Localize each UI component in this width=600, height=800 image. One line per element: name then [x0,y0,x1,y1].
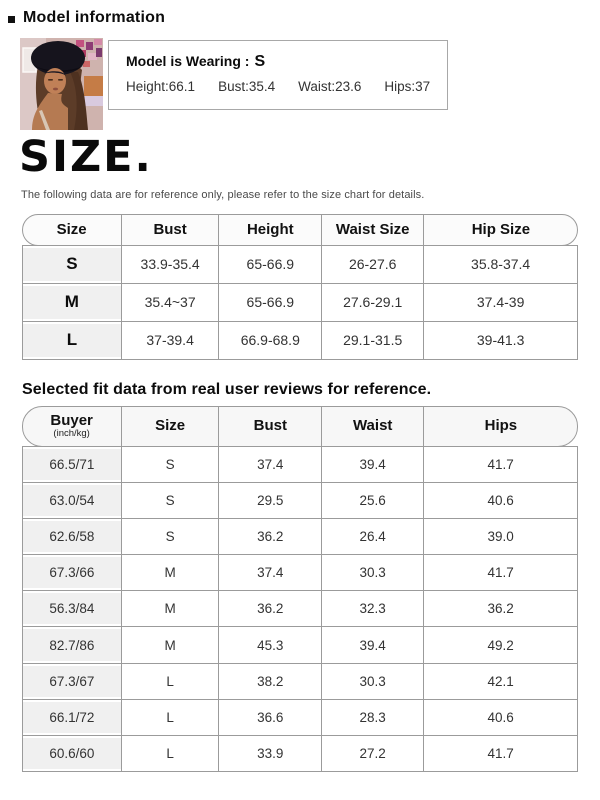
table-cell: L [121,699,219,735]
model-photo-image [20,38,103,130]
buyer-cell: 67.3/67 [23,663,122,699]
table-row [23,555,578,591]
size-label-cell: S [23,245,122,283]
table-cell: 29.1-31.5 [322,321,424,359]
table-cell: 30.3 [322,555,424,591]
table-cell: 28.3 [322,699,424,735]
wearing-label: Model is Wearing : [126,53,250,69]
table-cell: 25.6 [322,482,424,518]
column-header-buyer [23,406,122,446]
buyer-cell: 63.0/54 [23,482,122,518]
table-cell: 39.4 [322,446,424,482]
model-stat-hips: Hips:37 [384,79,431,94]
table-cell: 41.7 [424,446,578,482]
table-cell: 35.4~37 [121,283,219,321]
table-cell: 32.3 [322,591,424,627]
table-cell: 42.1 [424,663,578,699]
table-cell: 38.2 [219,663,322,699]
model-stat-height: Height:66.1 [126,79,196,94]
model-wearing-line [126,53,430,71]
buyer-unit-label: (inch/kg) [53,427,90,439]
size-chart-table [22,214,578,360]
table-cell: M [121,627,219,663]
size-heading: SIZE. [19,132,153,182]
table-row [23,321,578,359]
fit-data-heading: Selected fit data from real user reviews for reference. [22,381,432,398]
table-cell: M [121,591,219,627]
column-header: Height [219,214,322,245]
model-stats [126,79,430,94]
buyer-cell: 60.6/60 [23,736,122,772]
table-row [23,283,578,321]
table-cell: 26.4 [322,518,424,554]
table-row [23,518,578,554]
table-cell: 33.9-35.4 [121,245,219,283]
table-cell: 40.6 [424,699,578,735]
wearing-size-value: S [254,53,266,70]
table-cell: 29.5 [219,482,322,518]
column-header: Hips [424,406,578,446]
table-cell: 40.6 [424,482,578,518]
table-cell: 33.9 [219,736,322,772]
table-cell: 39-41.3 [424,321,578,359]
size-note: The following data are for reference only, please refer to the size chart for details. [21,189,425,201]
table-cell: S [121,446,219,482]
column-header: Bust [121,214,219,245]
table-cell: S [121,482,219,518]
square-bullet-icon [8,16,15,23]
table-cell: 49.2 [424,627,578,663]
table-cell: 37-39.4 [121,321,219,359]
model-info-title: Model information [23,9,166,26]
buyer-cell: 66.5/71 [23,446,122,482]
fit-data-header-row [23,406,578,446]
table-cell: 39.4 [322,627,424,663]
table-cell: 27.6-29.1 [322,283,424,321]
buyer-cell: 66.1/72 [23,699,122,735]
table-cell: 66.9-68.9 [219,321,322,359]
table-cell: 35.8-37.4 [424,245,578,283]
table-row [23,591,578,627]
model-stat-waist: Waist:23.6 [298,79,362,94]
table-row [23,245,578,283]
table-cell: 36.2 [219,518,322,554]
column-header: Waist [322,406,424,446]
table-row [23,482,578,518]
table-row [23,627,578,663]
buyer-label: Buyer [50,411,93,429]
table-cell: L [121,736,219,772]
table-cell: 65-66.9 [219,283,322,321]
table-cell: 27.2 [322,736,424,772]
table-cell: 45.3 [219,627,322,663]
model-wearing-box [108,40,448,110]
table-cell: 37.4 [219,555,322,591]
table-cell: 30.3 [322,663,424,699]
table-cell: 36.6 [219,699,322,735]
table-cell: 39.0 [424,518,578,554]
table-cell: 41.7 [424,555,578,591]
buyer-cell: 56.3/84 [23,591,122,627]
table-cell: 36.2 [219,591,322,627]
buyer-cell: 67.3/66 [23,555,122,591]
model-photo [20,38,103,130]
model-info-header [8,9,165,27]
column-header: Bust [219,406,322,446]
table-cell: 26-27.6 [322,245,424,283]
size-label-cell: L [23,321,122,359]
table-cell: 41.7 [424,736,578,772]
fit-data-table [22,406,578,772]
table-cell: 65-66.9 [219,245,322,283]
buyer-cell: 62.6/58 [23,518,122,554]
table-row [23,736,578,772]
table-cell: 37.4 [219,446,322,482]
column-header: Size [56,220,87,238]
column-header: Size [121,406,219,446]
size-label-cell: M [23,283,122,321]
table-row [23,663,578,699]
column-header: Hip Size [424,214,578,245]
table-cell: 36.2 [424,591,578,627]
table-row [23,446,578,482]
table-row [23,699,578,735]
table-cell: S [121,518,219,554]
size-chart-header-row [23,214,578,245]
table-cell: 37.4-39 [424,283,578,321]
table-cell: M [121,555,219,591]
table-cell: L [121,663,219,699]
buyer-cell: 82.7/86 [23,627,122,663]
model-stat-bust: Bust:35.4 [218,79,276,94]
column-header: Waist Size [322,214,424,245]
